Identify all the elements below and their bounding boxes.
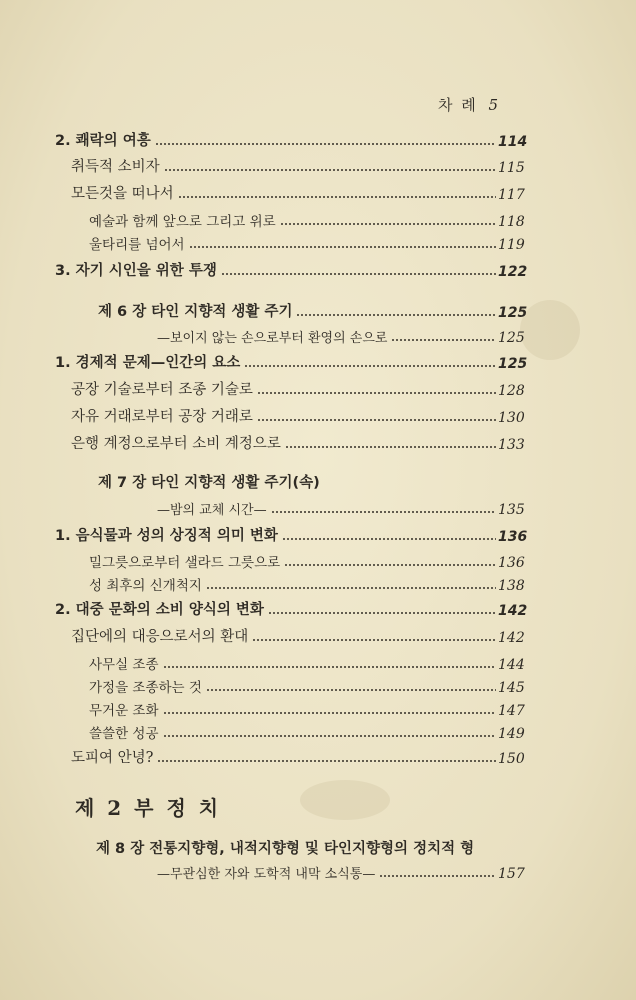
toc-page-number: 119 (498, 237, 525, 253)
toc-entry-label: 집단에의 대응으로서의 환대 (71, 629, 249, 645)
toc-entry-label: 무거운 조화 (89, 703, 159, 719)
toc-entry (0, 695, 636, 719)
toc-entry-label: 사무실 조종 (89, 657, 159, 673)
toc-page-number: 125 (498, 330, 525, 346)
toc-entry-label: 2. 대중 문화의 소비 양식의 변화 (55, 602, 264, 618)
toc-entry-label: 제 6 장 타인 지향적 생활 주기 (98, 304, 293, 320)
leader-dots (268, 612, 496, 614)
toc-page-number: 136 (498, 555, 525, 571)
leader-dots (257, 392, 496, 394)
toc-entry-label: 성 최후의 신개척지 (89, 578, 202, 594)
toc-entry (0, 297, 636, 321)
leader-dots (282, 538, 496, 540)
toc-entry-label: 울타리를 넘어서 (89, 237, 185, 253)
toc-entry-label: —보이지 않는 손으로부터 환영의 손으로 (157, 331, 388, 346)
toc-entry-label: —무관심한 자와 도학적 내막 소식통— (157, 867, 376, 882)
toc-entry (0, 348, 636, 372)
toc-page-number: 125 (498, 305, 528, 321)
leader-dots (164, 169, 496, 171)
toc-entry-label: 도피여 안녕? (71, 750, 154, 766)
header-page-number: 5 (488, 96, 501, 114)
toc-page-number: 136 (498, 529, 528, 545)
leader-dots (163, 735, 497, 737)
toc-entry (0, 152, 636, 176)
toc-page-number: 115 (498, 160, 525, 176)
toc-page-number: 128 (498, 383, 525, 399)
toc-entry (0, 229, 636, 253)
toc-page-number: 114 (498, 134, 528, 150)
leader-dots (189, 246, 496, 248)
toc-entry-label: 모든것을 떠나서 (71, 186, 174, 202)
toc-page-number: 133 (498, 437, 525, 453)
toc-entry-label: 제 7 장 타인 지향적 생활 주기(속) (98, 475, 320, 491)
toc-entry-label: 밀그릇으로부터 샐라드 그릇으로 (89, 555, 281, 571)
toc-page-number: 117 (498, 187, 525, 203)
toc-page-number: 150 (498, 751, 525, 767)
toc-page-number: 149 (498, 726, 525, 742)
chapter-8-subtitle-row (0, 858, 636, 882)
toc-entry-label: 공장 기술로부터 조종 기술로 (71, 382, 253, 398)
toc-entry (0, 743, 636, 767)
toc-entry-label: 은행 계정으로부터 소비 계정으로 (71, 436, 281, 452)
leader-dots (163, 666, 497, 668)
leader-dots (206, 689, 496, 691)
leader-dots (244, 365, 496, 367)
leader-dots (257, 419, 496, 421)
toc-entry-label: 1. 음식물과 성의 상징적 의미 변화 (55, 528, 278, 544)
toc-page-number: 145 (498, 680, 525, 696)
leader-dots (284, 564, 496, 566)
toc-entry-label: 3. 자기 시인을 위한 투쟁 (55, 263, 217, 279)
toc-entry (0, 256, 636, 280)
toc-entry (0, 494, 636, 518)
leader-dots (271, 511, 496, 513)
toc-entry (0, 521, 636, 545)
part-heading: 제 2 부 정 치 (75, 796, 222, 820)
toc-page-number: 142 (498, 603, 528, 619)
toc-entry (0, 126, 636, 150)
leader-dots (252, 639, 496, 641)
paper-stain (300, 780, 390, 820)
toc-entry (0, 206, 636, 230)
leader-dots (280, 223, 496, 225)
toc-page-number: 144 (498, 657, 525, 673)
toc-entry-label: 1. 경제적 문제—인간의 요소 (55, 355, 241, 371)
leader-dots (285, 446, 496, 448)
toc-entry-label: 취득적 소비자 (71, 159, 160, 175)
page-header (438, 94, 538, 115)
leader-dots (155, 143, 496, 145)
toc-entry-label: 자유 거래로부터 공장 거래로 (71, 409, 253, 425)
toc-entry (0, 402, 636, 426)
toc-page-number: 138 (498, 578, 525, 594)
toc-entry (0, 622, 636, 646)
toc-page-number: 147 (498, 703, 525, 719)
leader-dots (296, 314, 496, 316)
leader-dots (206, 587, 496, 589)
toc-page-number: 135 (498, 502, 525, 518)
toc-entry (0, 595, 636, 619)
toc-entry (0, 718, 636, 742)
toc-entry (0, 547, 636, 571)
leader-dots (379, 875, 496, 877)
toc-entry (0, 649, 636, 673)
toc-entry (0, 429, 636, 453)
toc-entry (0, 468, 636, 492)
leader-dots (178, 196, 496, 198)
toc-entry-label: 2. 쾌락의 여흥 (55, 133, 151, 149)
toc-entry (0, 179, 636, 203)
toc-entry (0, 672, 636, 696)
toc-page-number: 157 (498, 866, 525, 882)
toc-entry-label: 쓸쓸한 성공 (89, 726, 159, 742)
toc-entry (0, 375, 636, 399)
toc-page-number: 142 (498, 630, 525, 646)
toc-page-number: 118 (498, 214, 525, 230)
toc-page-number: 130 (498, 410, 525, 426)
leader-dots (221, 273, 496, 275)
header-title: 차 례 (438, 96, 478, 114)
toc-entry-label: 예술과 함께 앞으로 그리고 위로 (89, 214, 276, 230)
toc-page-number: 122 (498, 264, 528, 280)
toc-entry (0, 570, 636, 594)
toc-page-number: 125 (498, 356, 528, 372)
leader-dots (157, 760, 496, 762)
toc-entry (0, 322, 636, 346)
toc-entry-label: 가정을 조종하는 것 (89, 680, 202, 696)
toc-entry-label: —밤의 교체 시간— (157, 503, 267, 518)
chapter-8-heading: 제 8 장 전통지향형, 내적지향형 및 타인지향형의 정치적 형 (96, 841, 475, 857)
leader-dots (163, 712, 497, 714)
leader-dots (391, 339, 496, 341)
